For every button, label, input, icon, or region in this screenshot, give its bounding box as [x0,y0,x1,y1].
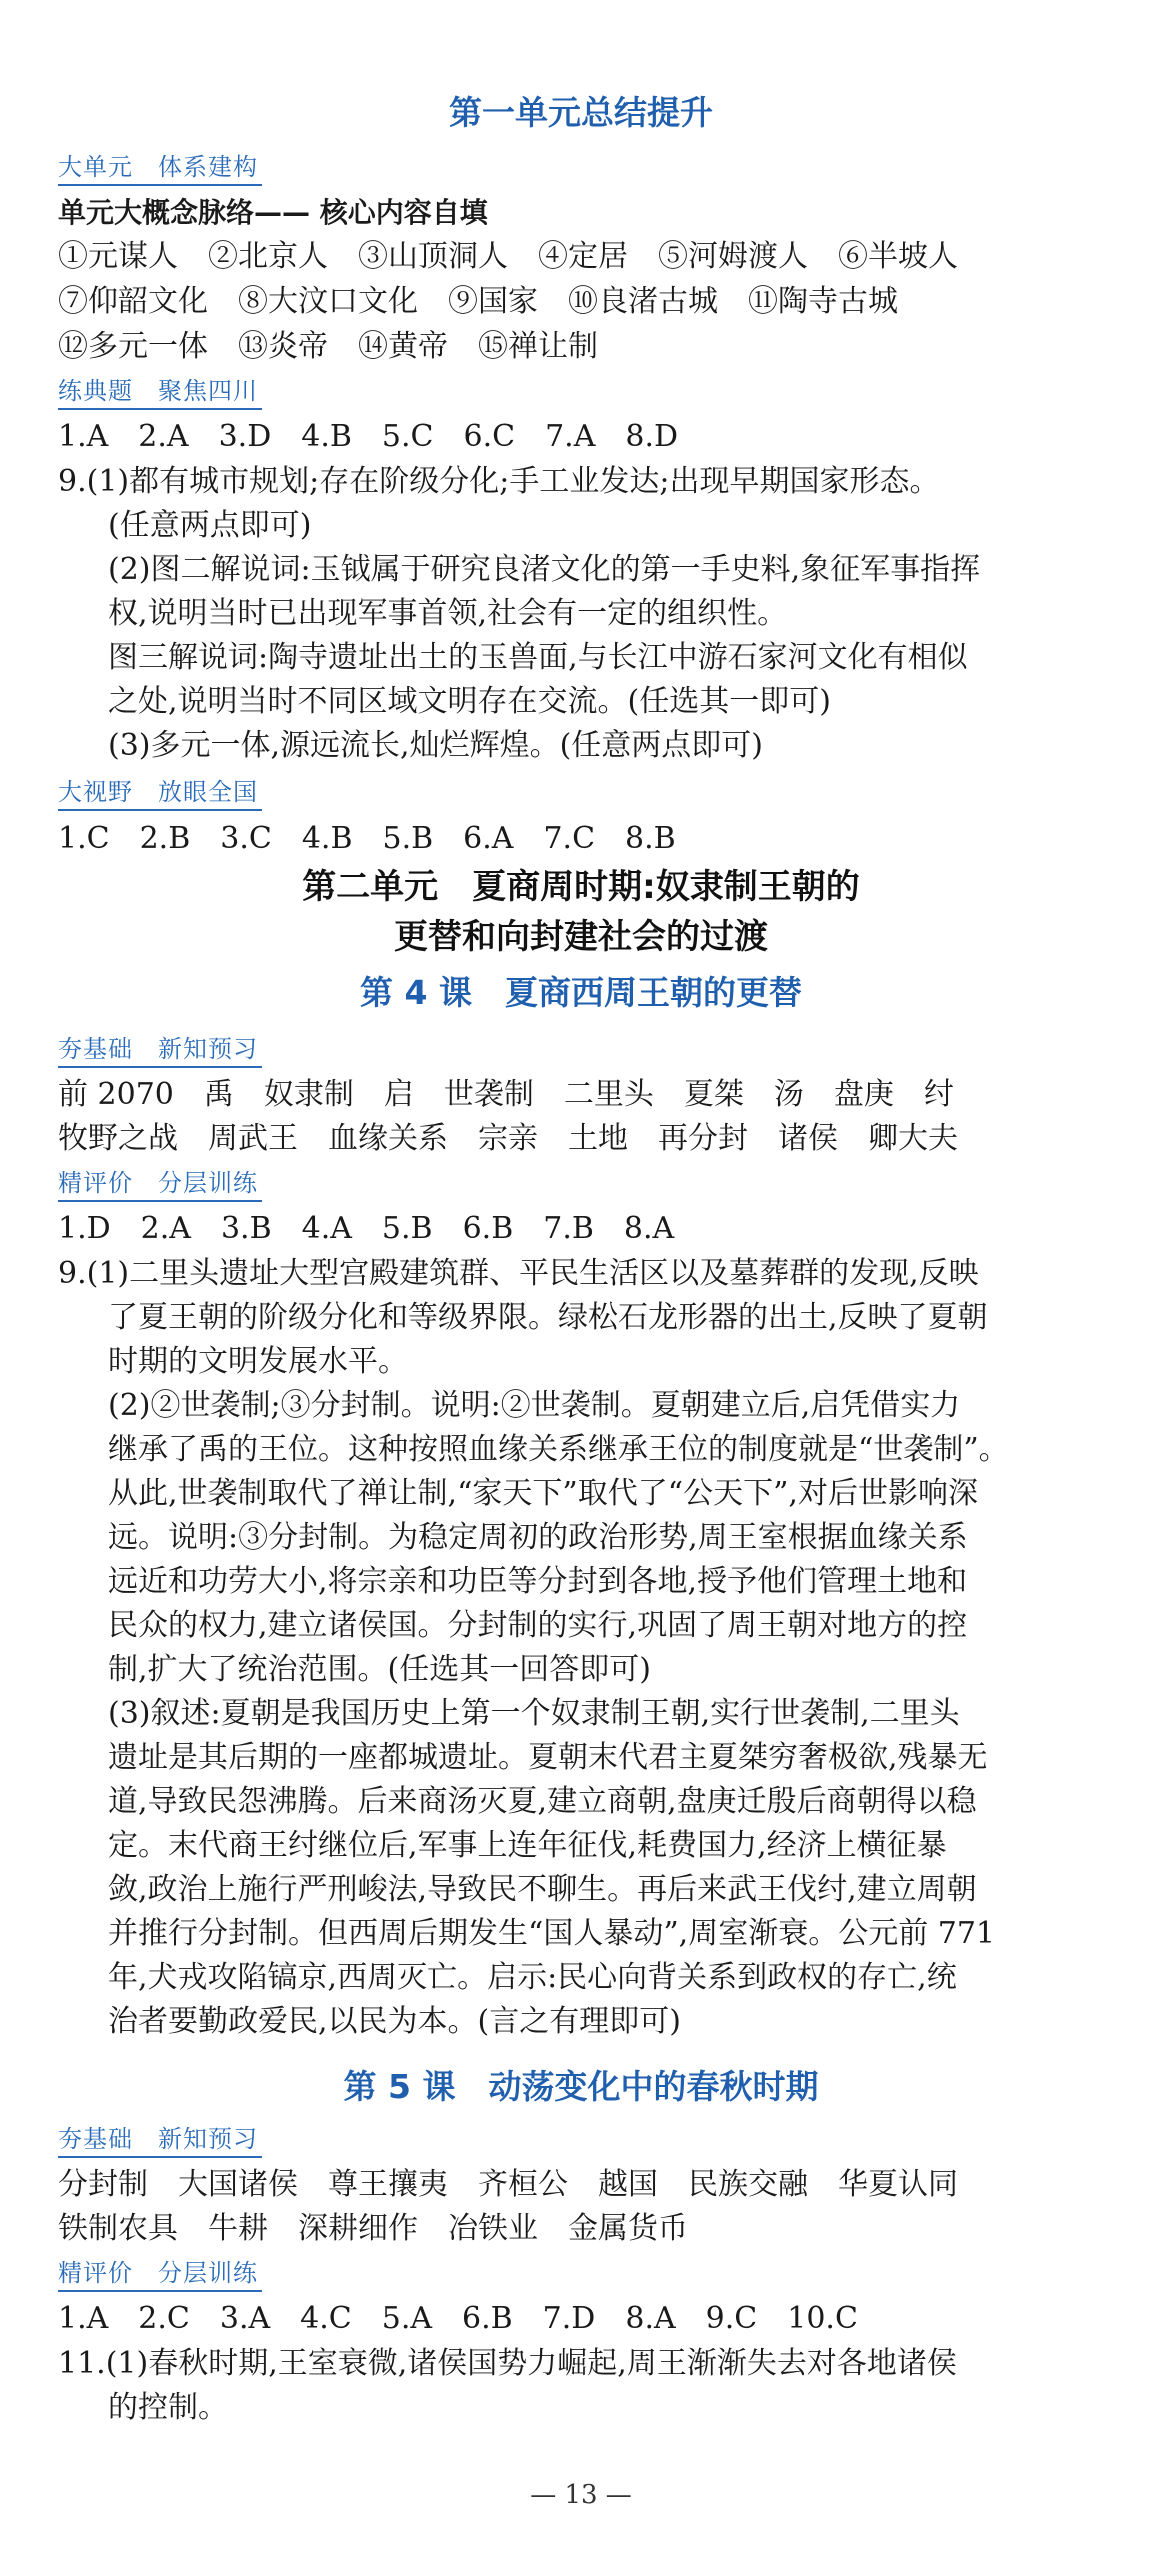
u1-q9-line: (任意两点即可) [108,508,312,543]
l5-xunlian-answers: 1.A 2.C 3.A 4.C 5.A 6.B 7.D 8.A 9.C 10.C [58,2301,858,2336]
l4-q9-line: 远。说明:③分封制。为稳定周初的政治形势,周王室根据血缘关系 [108,1520,968,1555]
l5-yuxi-line2: 铁制农具 牛耕 深耕细作 冶铁业 金属货币 [58,2211,688,2246]
l4-q9-line: 遗址是其后期的一座都城遗址。夏朝末代君主夏桀穷奢极欲,残暴无 [108,1740,988,1775]
u1-q9-line: 之处,说明当时不同区域文明存在交流。(任选其一即可) [108,684,831,719]
l4-q9-line: 道,导致民怨沸腾。后来商汤灭夏,建立商朝,盘庚迁殷后商朝得以稳 [108,1784,977,1819]
shiye-answers: 1.C 2.B 3.C 4.B 5.B 6.A 7.C 8.B [58,821,676,856]
l5-q11-line: 的控制。 [108,2390,228,2425]
l4-q9-line: 了夏王朝的阶级分化和等级界限。绿松石龙形器的出土,反映了夏朝 [108,1300,988,1335]
l5-yuxi-line1: 分封制 大国诸侯 尊王攘夷 齐桓公 越国 民族交融 华夏认同 [58,2167,958,2202]
section-xunlian: 精评价 分层训练 [58,2256,1122,2292]
u1-q9-line: 图三解说词:陶寺遗址出土的玉兽面,与长江中游石家河文化有相似 [108,640,968,675]
l4-q9-line: (3)叙述:夏朝是我国历史上第一个奴隶制王朝,实行世袭制,二里头 [108,1696,960,1731]
l4-q9-line: (2)②世袭制;③分封制。说明:②世袭制。夏朝建立后,启凭借实力 [108,1388,961,1423]
fill-line-3: ⑫多元一体 ⑬炎帝 ⑭黄帝 ⑮禅让制 [58,329,598,364]
fill-line-1: ①元谋人 ②北京人 ③山顶洞人 ④定居 ⑤河姆渡人 ⑥半坡人 [58,239,958,274]
u1-q9-line: 权,说明当时已出现军事首领,社会有一定的组织性。 [108,596,788,631]
section-dianti: 练典题 聚焦四川 [58,374,1122,410]
unit2-title-line1: 第二单元 夏商周时期:奴隶制王朝的 [302,867,860,907]
l4-q9-line: 制,扩大了统治范围。(任选其一回答即可) [108,1652,651,1687]
l4-q9-line: 年,犬戎攻陷镐京,西周灭亡。启示:民心向背关系到政权的存亡,统 [108,1960,957,1995]
section-shiye: 大视野 放眼全国 [58,775,1122,811]
section-yuxi: 夯基础 新知预习 [58,2122,1122,2158]
unit2-title-line2: 更替和向封建社会的过渡 [394,917,768,957]
dianti-answers: 1.A 2.A 3.D 4.B 5.C 6.C 7.A 8.D [58,419,679,454]
l4-q9-line: 远近和功劳大小,将宗亲和功臣等分封到各地,授予他们管理土地和 [108,1564,968,1599]
l4-q9-line: 9.(1)二里头遗址大型宫殿建筑群、平民生活区以及墓葬群的发现,反映 [58,1256,979,1291]
l5-q11-line: 11.(1)春秋时期,王室衰微,诸侯国势力崛起,周王渐渐失去对各地诸侯 [58,2346,957,2381]
page-number: — 13 — [530,2480,632,2510]
u1-q9-line: (2)图二解说词:玉钺属于研究良渚文化的第一手史料,象征军事指挥 [108,552,981,587]
l4-yuxi-line2: 牧野之战 周武王 血缘关系 宗亲 土地 再分封 诸侯 卿大夫 [58,1121,958,1156]
section-xunlian: 精评价 分层训练 [58,1166,1122,1202]
l4-q9-line: 从此,世袭制取代了禅让制,“家天下”取代了“公天下”,对后世影响深 [108,1476,978,1511]
u1-q9-line: 9.(1)都有城市规划;存在阶级分化;手工业发达;出现早期国家形态。 [58,464,940,499]
fill-line-2: ⑦仰韶文化 ⑧大汶口文化 ⑨国家 ⑩良渚古城 ⑪陶寺古城 [58,284,898,319]
section-yuxi: 夯基础 新知预习 [58,1032,1122,1068]
l4-q9-line: 治者要勤政爱民,以民为本。(言之有理即可) [108,2004,681,2039]
l4-q9-line: 敛,政治上施行严刑峻法,导致民不聊生。再后来武王伐纣,建立周朝 [108,1872,977,1907]
u1-q9-line: (3)多元一体,源远流长,灿烂辉煌。(任意两点即可) [108,728,763,763]
section-tixi-jiangou: 大单元 体系建构 [58,150,1122,186]
lesson4-title: 第 4 课 夏商西周王朝的更替 [360,973,802,1012]
l4-xunlian-answers: 1.D 2.A 3.B 4.A 5.B 6.B 7.B 8.A [58,1211,675,1246]
unit1-subtitle: 单元大概念脉络—— 核心内容自填 [58,196,488,229]
l4-q9-line: 继承了禹的王位。这种按照血缘关系继承王位的制度就是“世袭制”。 [108,1432,1009,1467]
l4-q9-line: 时期的文明发展水平。 [108,1344,408,1379]
l4-q9-line: 定。末代商王纣继位后,军事上连年征伐,耗费国力,经济上横征暴 [108,1828,947,1863]
l4-q9-line: 民众的权力,建立诸侯国。分封制的实行,巩固了周王朝对地方的控 [108,1608,968,1643]
unit1-title: 第一单元总结提升 [449,93,713,132]
l4-yuxi-line1: 前 2070 禹 奴隶制 启 世袭制 二里头 夏桀 汤 盘庚 纣 [58,1077,954,1112]
l4-q9-line: 并推行分封制。但西周后期发生“国人暴动”,周室渐衰。公元前 771 [108,1916,996,1951]
lesson5-title: 第 5 课 动荡变化中的春秋时期 [343,2067,819,2106]
